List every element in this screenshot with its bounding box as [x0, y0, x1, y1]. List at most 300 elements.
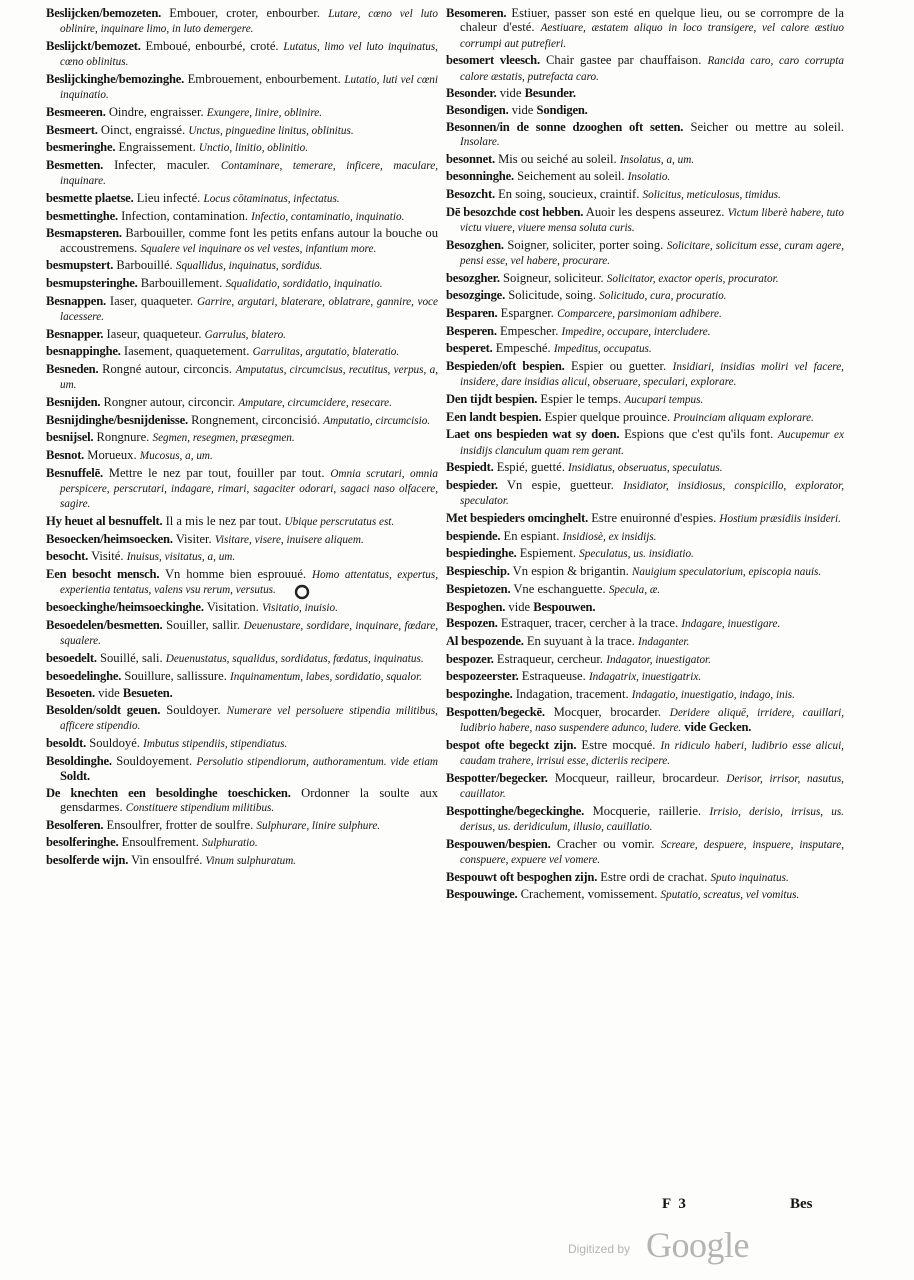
- entry-french: Mettre le nez par tout, fouiller par tout.: [108, 465, 325, 480]
- entry-latin: Irrisio, derisio, irrisus, us. derisus, us. deridiculum, illusio, cauillatio.: [460, 805, 844, 833]
- entry-latin: Visitare, visere, inuisere aliquem.: [214, 533, 364, 546]
- dictionary-entry: [446, 652, 844, 667]
- entry-latin: Deridere aliquē, irridere, cauillari, ludibrio habere, naso suspendere adunco, ludere.: [460, 706, 844, 734]
- entry-latin: Lutatio, luti vel cœni inquinatio.: [60, 73, 438, 102]
- dictionary-entry: [46, 448, 438, 463]
- entry-latin: Exungere, linire, oblinire.: [206, 106, 323, 119]
- entry-headword: bespiende.: [446, 528, 501, 543]
- entry-french: Infection, contamination.: [121, 208, 249, 223]
- entry-headword: bespieder.: [446, 478, 498, 493]
- dictionary-entry: [446, 271, 844, 286]
- entry-headword: Besomeren.: [446, 6, 507, 20]
- entry-latin: Comparcere, parsimoniam adhibere.: [557, 308, 722, 321]
- ink-blot-icon: [294, 584, 310, 600]
- entry-latin: Lutare, cœno vel luto oblinire, inquinare limo, in luto demergere.: [60, 8, 438, 36]
- entry-french: Mocquer, brocarder.: [553, 704, 662, 719]
- right-column: [446, 6, 844, 1210]
- entry-latin: Numerare vel persoluere stipendia militibus, afficere stipendio.: [60, 704, 438, 733]
- entry-latin: Ubique perscrutatus est.: [284, 516, 395, 529]
- entry-headword: besnijsel.: [46, 430, 94, 445]
- entry-headword: Besnapper.: [46, 326, 104, 341]
- entry-french: Espier ou guetter.: [571, 359, 667, 374]
- entry-headword: Bespottinghe/begeckinghe.: [446, 803, 585, 818]
- digitized-by-label: Digitized by: [568, 1242, 631, 1256]
- dictionary-entry: [446, 564, 844, 579]
- entry-headword: bespot ofte begeckt zijn.: [446, 737, 577, 752]
- dictionary-entry: [446, 460, 844, 475]
- entry-latin: Sputo inquinatus.: [710, 871, 789, 884]
- entry-french: Espier quelque prouince.: [544, 409, 671, 424]
- entry-latin: Insidiatus, obseruatus, speculatus.: [568, 462, 723, 475]
- entry-french: Empescher.: [499, 323, 559, 338]
- entry-french: Estraqueuse.: [521, 669, 586, 684]
- entry-french: Estre ordi de crachat.: [600, 869, 708, 884]
- entry-headword: besoldt.: [46, 735, 87, 750]
- dictionary-entry: [446, 529, 844, 544]
- entry-headword: Besoecken/heimsoecken.: [46, 531, 173, 546]
- entry-french: Rongnure.: [96, 430, 150, 445]
- entry-french: Il a mis le nez par tout.: [165, 514, 282, 529]
- entry-headword: Bespoghen.: [446, 599, 506, 614]
- entry-french: Vn espion & brigantin.: [512, 564, 629, 579]
- entry-headword: Besonder.: [446, 86, 497, 101]
- entry-french: Oindre, engraisser.: [108, 104, 204, 119]
- entry-headword: Bespieschip.: [446, 564, 510, 579]
- entry-french: Infecter, maculer.: [114, 158, 210, 173]
- entry-latin: Prouinciam aliquam explorare.: [673, 411, 814, 424]
- dictionary-entry: [446, 738, 844, 769]
- entry-french: Estraquer, tracer, cercher à la trace.: [500, 616, 679, 631]
- entry-french: vide: [98, 686, 120, 701]
- entry-latin: Insolatio.: [627, 171, 671, 184]
- entry-french: Estre enuironné d'espies.: [591, 511, 717, 526]
- entry-french: Lieu infecté.: [136, 191, 201, 205]
- entry-latin: Indaganter.: [638, 635, 690, 648]
- dictionary-entry: [46, 600, 438, 615]
- dictionary-entry: [446, 837, 844, 868]
- dictionary-entry: [446, 306, 844, 321]
- dictionary-entry: [446, 546, 844, 561]
- entry-latin: Insidiari, insidias moliri vel facere, insidere, dare insidias alicui, obseruare, speculari, explorare.: [460, 361, 844, 389]
- entry-headword: Besozcht.: [446, 187, 495, 201]
- entry-cross-reference: vide Gecken.: [684, 719, 752, 734]
- entry-latin: Aucupemur ex insidijs clanculum quam rem gerant.: [460, 429, 844, 457]
- entry-french: Rongné autour, circoncis.: [102, 362, 233, 377]
- entry-headword: besocht.: [46, 549, 89, 564]
- dictionary-entry: [446, 887, 844, 902]
- entry-latin: Omnia scrutari, omnia perspicere, perscrutari, indagare, rimari, sagaciter odorari, sagaci naso olfacere, sagire.: [60, 467, 438, 511]
- entry-headword: Besondigen.: [446, 102, 509, 117]
- entry-latin: Visitatio, inuisio.: [261, 602, 338, 615]
- dictionary-entry: [46, 736, 438, 751]
- dictionary-entry: [446, 771, 844, 802]
- dictionary-entry: [446, 870, 844, 885]
- dictionary-entry: [46, 395, 438, 410]
- entry-french: Rongnement, circoncisió.: [191, 412, 321, 427]
- entry-french: Engraissement.: [118, 140, 196, 155]
- entry-french: Espions que c'est qu'ils font.: [624, 427, 774, 442]
- entry-headword: Al bespozende.: [446, 633, 524, 648]
- entry-french: Souiller, sallir.: [166, 617, 240, 632]
- entry-french: Souldoyement.: [116, 753, 193, 768]
- dictionary-entry: [46, 430, 438, 445]
- entry-latin: Aestiuare, æstatem aliquo in loco transigere, vel calore æstiuo corrumpi aut putrefieri.: [460, 22, 844, 50]
- dictionary-entry: [46, 6, 438, 37]
- entry-latin: Impeditus, occupatus.: [553, 343, 652, 356]
- entry-latin: Homo attentatus, expertus, experientia tentatus, valens vsu rerum, versutus.: [60, 569, 438, 597]
- entry-headword: besoeckinghe/heimsoeckinghe.: [46, 600, 204, 615]
- dictionary-entry: [446, 86, 844, 100]
- dictionary-entry: [446, 600, 844, 614]
- entry-french: Souillure, sallissure.: [124, 668, 227, 683]
- entry-headword: Bespouwt oft bespoghen zijn.: [446, 869, 598, 884]
- entry-french: Mocquerie, raillerie.: [592, 803, 702, 818]
- entry-latin: Insidiator, insidiosus, conspicillo, explorator, speculator.: [460, 480, 844, 508]
- entry-cross-reference: Bespouwen.: [533, 599, 596, 614]
- entry-french: Empesché.: [495, 341, 551, 356]
- entry-french: Emboué, enbourbé, croté.: [145, 38, 279, 53]
- entry-headword: bespozeerster.: [446, 669, 519, 684]
- dictionary-entry: [46, 294, 438, 325]
- entry-headword: Bespiedt.: [446, 460, 494, 475]
- entry-latin: Deuenustare, sordidare, inquinare, fœdare, squalere.: [60, 619, 438, 648]
- entry-cross-reference: Besunder.: [524, 86, 576, 101]
- entry-headword: Besoldinghe.: [46, 753, 112, 768]
- entry-headword: Beslijckinghe/bemozinghe.: [46, 71, 185, 86]
- entry-french: Crachement, vomissement.: [520, 887, 658, 902]
- entry-french: Barbouillement.: [140, 276, 223, 291]
- entry-headword: besmeringhe.: [46, 140, 116, 155]
- entry-french: Souillé, sali.: [99, 650, 163, 665]
- entry-latin: Derisor, irrisor, nasutus, cauillator.: [460, 772, 844, 800]
- entry-french: Ordonner la soulte aux gensdarmes.: [60, 785, 438, 814]
- entry-french: Soigneur, soliciteur.: [503, 270, 604, 285]
- entry-headword: Laet ons bespieden wat sy doen.: [446, 427, 620, 442]
- entry-latin: Vinum sulphuratum.: [205, 854, 297, 867]
- entry-headword: besoedelinghe.: [46, 668, 122, 683]
- entry-latin: Squalere vel inquinare os vel vestes, infantium more.: [140, 242, 377, 255]
- entry-french: Espargner.: [500, 306, 554, 321]
- entry-french: Solicitude, soing.: [508, 288, 596, 303]
- entry-headword: Besnuffelē.: [46, 465, 103, 480]
- dictionary-entry: [446, 582, 844, 597]
- entry-french: Indagation, tracement.: [515, 686, 629, 701]
- dictionary-entry: [446, 616, 844, 631]
- entry-french: Mis ou seiché au soleil.: [498, 151, 617, 166]
- dictionary-entry: [46, 226, 438, 256]
- entry-latin: Inuisus, visitatus, a, um.: [126, 551, 236, 564]
- entry-french: Vn homme bien esprouué.: [164, 567, 307, 582]
- entry-latin: Infectio, contaminatio, inquinatio.: [251, 210, 405, 223]
- entry-headword: besmupsteringhe.: [46, 276, 138, 291]
- entry-latin: Squallidus, inquinatus, sordidus.: [175, 260, 323, 273]
- entry-french: Visité.: [91, 549, 124, 564]
- entry-latin: Aucupari tempus.: [624, 394, 704, 407]
- entry-french: Visiter.: [175, 531, 212, 546]
- dictionary-entry: [46, 413, 438, 428]
- entry-latin: Squalidatio, sordidatio, inquinatio.: [225, 278, 383, 291]
- entry-latin: Mucosus, a, um.: [139, 450, 213, 463]
- dictionary-entry: [446, 187, 844, 202]
- entry-french: Cracher ou vomir.: [556, 836, 655, 851]
- dictionary-entry: [46, 618, 438, 649]
- entry-headword: besoedelt.: [46, 650, 97, 665]
- entry-headword: bespiedinghe.: [446, 546, 517, 561]
- entry-headword: Bespozen.: [446, 616, 498, 631]
- entry-french: Barbouillé.: [116, 258, 173, 273]
- dictionary-entry: [46, 466, 438, 512]
- entry-headword: Besozghen.: [446, 237, 504, 252]
- entry-french: Souldoyer.: [166, 702, 221, 717]
- entry-french: Vin ensoulfré.: [131, 852, 203, 867]
- entry-latin: Garrire, argutari, blaterare, oblatrare, gannire, voce lacessere.: [60, 295, 438, 324]
- dictionary-entry: [446, 427, 844, 458]
- dictionary-entry: [46, 651, 438, 666]
- dictionary-entry: [446, 205, 844, 236]
- entry-french: Estraqueur, cercheur.: [496, 651, 604, 666]
- entry-latin: Unctio, linitio, oblinitio.: [198, 142, 308, 155]
- entry-headword: besolferde wijn.: [46, 852, 129, 867]
- entry-latin: Insolatus, a, um.: [619, 153, 695, 166]
- dictionary-entry: [46, 669, 438, 684]
- entry-headword: besomert vleesch.: [446, 53, 540, 68]
- entry-latin: Nauigium speculatorium, episcopia nauis.: [631, 566, 822, 579]
- entry-headword: Bespouwen/bespien.: [446, 836, 551, 851]
- dictionary-entry: [446, 392, 844, 407]
- entry-latin: Amputatus, circumcisus, recutitus, verpus, a, um.: [60, 364, 438, 392]
- entry-french: Espié, guetté.: [496, 460, 565, 475]
- catchword: Bes: [790, 1196, 813, 1212]
- dictionary-entry: [46, 703, 438, 734]
- entry-latin: Insidiosè, ex insidijs.: [562, 530, 657, 543]
- entry-latin: Sputatio, screatus, vel vomitus.: [660, 889, 800, 902]
- entry-headword: besozgher.: [446, 270, 500, 285]
- dictionary-entry: [46, 514, 438, 529]
- dictionary-entry: [46, 209, 438, 224]
- entry-latin: Deuenustatus, squalidus, sordidatus, fœdatus, inquinatus.: [165, 652, 424, 665]
- dictionary-entry: [46, 853, 438, 868]
- dictionary-entry: [446, 103, 844, 117]
- entry-french: Soigner, soliciter, porter soing.: [507, 237, 664, 252]
- entry-headword: bespozer.: [446, 651, 494, 666]
- dictionary-entry: [446, 705, 844, 736]
- entry-french: Chair gastee par chauffaison.: [546, 53, 702, 68]
- dictionary-entry: [446, 6, 844, 51]
- entry-latin: Victum liberè habere, tuto victu viuere, viuere mensa soluta curis.: [460, 206, 844, 234]
- entry-french: Iasement, quaquetement.: [123, 344, 250, 359]
- dictionary-entry: [46, 158, 438, 189]
- dictionary-entry: [46, 258, 438, 273]
- dictionary-entry: [46, 754, 438, 784]
- dictionary-entry: [446, 169, 844, 184]
- dictionary-entry: [46, 276, 438, 291]
- entry-headword: Besmeeren.: [46, 104, 106, 119]
- entry-headword: Beslijcken/bemozeten.: [46, 6, 162, 20]
- dictionary-entry: [46, 105, 438, 120]
- entry-headword: Bespotten/begeckē.: [446, 704, 545, 719]
- entry-latin: Locus cōtaminatus, infectatus.: [203, 193, 340, 205]
- dictionary-entry: [46, 818, 438, 833]
- dictionary-entry: [446, 120, 844, 150]
- entry-headword: Besparen.: [446, 306, 498, 321]
- dictionary-entry: [446, 410, 844, 425]
- entry-french: Estre mocqué.: [581, 737, 656, 752]
- entry-headword: Besneden.: [46, 362, 99, 377]
- entry-latin: In ridiculo haberi, ludibrio esse alicui, caudam trahere, irrisui esse, dicteriis recipere.: [460, 739, 844, 767]
- dictionary-entry: [446, 511, 844, 526]
- entry-latin: Imbutus stipendiis, stipendiatus.: [143, 737, 288, 750]
- dictionary-entry: [446, 324, 844, 339]
- entry-headword: Besmetten.: [46, 158, 104, 173]
- entry-french: Souldoyé.: [89, 735, 140, 750]
- entry-latin: Specula, æ.: [608, 583, 661, 596]
- entry-french: Seicher ou mettre au soleil.: [690, 119, 844, 134]
- entry-headword: De knechten een besoldinghe toeschicken.: [46, 785, 291, 800]
- entry-headword: besmupstert.: [46, 258, 114, 273]
- entry-latin: Hostium præsidiis insideri.: [719, 513, 841, 526]
- entry-headword: Een besocht mensch.: [46, 567, 160, 582]
- entry-french: Espiement.: [519, 546, 577, 561]
- entry-latin: Persolutio stipendiorum, authoramentum. vide etiam: [196, 755, 438, 768]
- entry-latin: Lutatus, limo vel luto inquinatus, cœno oblinitus.: [60, 40, 438, 69]
- entry-headword: besmette plaetse.: [46, 191, 134, 205]
- dictionary-entry: [446, 687, 844, 702]
- dictionary-entry: [46, 327, 438, 342]
- entry-headword: Met bespieders omcinghelt.: [446, 511, 589, 526]
- dictionary-entry: [46, 835, 438, 850]
- entry-french: Visitation.: [206, 600, 259, 615]
- entry-french: Morueux.: [87, 448, 137, 463]
- entry-french: Vne eschanguette.: [513, 581, 606, 596]
- entry-latin: Impedire, occupare, intercludere.: [561, 325, 711, 338]
- dictionary-entry: [446, 341, 844, 356]
- entry-headword: Bespietozen.: [446, 581, 511, 596]
- google-watermark: [568, 1225, 768, 1268]
- entry-headword: Bespotter/begecker.: [446, 770, 548, 785]
- entry-french: Oinct, engraissé.: [100, 122, 186, 137]
- entry-headword: Besoedelen/besmetten.: [46, 617, 163, 632]
- entry-headword: besolferinghe.: [46, 835, 119, 850]
- entry-latin: Insolare.: [460, 135, 500, 148]
- entry-headword: Hy heuet al besnuffelt.: [46, 514, 163, 529]
- entry-french: Estiuer, passer son esté en quelque lieu, ou se corrompre de la chaleur d'esté.: [460, 6, 844, 35]
- entry-french: Espier le temps.: [540, 392, 622, 407]
- entry-french: Seichement au soleil.: [517, 169, 625, 184]
- entry-cross-reference: Sondigen.: [536, 102, 588, 117]
- dictionary-entry: [446, 634, 844, 649]
- entry-french: Mocqueur, railleur, brocardeur.: [554, 770, 720, 785]
- dictionary-entry: [446, 804, 844, 835]
- entry-french: Ensoulfrement.: [121, 835, 199, 850]
- entry-headword: Bespouwinge.: [446, 887, 518, 902]
- entry-cross-reference: Besueten.: [122, 686, 173, 701]
- entry-latin: Contaminare, temerare, inficere, maculare, inquinare.: [60, 160, 438, 188]
- dictionary-entry: [46, 686, 438, 700]
- entry-latin: Indagare, inuestigare.: [681, 618, 781, 631]
- dictionary-entry: [46, 123, 438, 138]
- dictionary-entry: [46, 39, 438, 70]
- google-logo: Google: [646, 1225, 749, 1265]
- entry-latin: Amputare, circumcidere, resecare.: [238, 397, 392, 410]
- entry-french: En suyuant à la trace.: [526, 633, 635, 648]
- dictionary-entry: [446, 152, 844, 167]
- entry-headword: bespozinghe.: [446, 686, 513, 701]
- entry-french: Iaseur, quaqueteur.: [106, 326, 202, 341]
- entry-latin: Solicitus, meticulosus, timidus.: [642, 189, 781, 201]
- entry-headword: Besmapsteren.: [46, 226, 122, 241]
- dictionary-entry: [46, 786, 438, 816]
- dictionary-entry: [446, 288, 844, 303]
- left-column: [46, 6, 438, 1210]
- dictionary-entry: [46, 344, 438, 359]
- entry-french: vide: [511, 102, 534, 117]
- entry-latin: Constituere stipendium militibus.: [125, 801, 275, 814]
- signature-mark: F 3: [662, 1196, 688, 1212]
- entry-headword: Besnijden.: [46, 395, 101, 410]
- entry-headword: Een landt bespien.: [446, 409, 542, 424]
- entry-latin: Rancida caro, caro corrupta calore æstatis, putrefacta caro.: [460, 55, 844, 83]
- entry-latin: Inquinamentum, labes, sordidatio, squalor.: [230, 670, 422, 683]
- entry-headword: besonninghe.: [446, 169, 514, 184]
- dictionary-entry: [46, 362, 438, 393]
- entry-french: Embouer, croter, enbourber.: [169, 6, 320, 20]
- entry-headword: Den tijdt bespien.: [446, 392, 538, 407]
- entry-latin: Speculatus, us. insidiatio.: [579, 548, 694, 561]
- entry-french: En soing, soucieux, craintif.: [498, 187, 640, 201]
- entry-latin: Indagatio, inuestigatio, indago, inis.: [631, 688, 795, 701]
- entry-headword: besmettinghe.: [46, 208, 118, 223]
- entry-headword: Besperen.: [446, 323, 497, 338]
- entry-french: Embrouement, enbourbement.: [187, 71, 341, 86]
- entry-headword: Bespieden/oft bespien.: [446, 359, 565, 374]
- entry-headword: Besoeten.: [46, 686, 95, 701]
- dictionary-entry: [46, 532, 438, 547]
- entry-headword: besonnet.: [446, 151, 495, 166]
- entry-latin: Sulphurare, linire sulphure.: [256, 819, 381, 832]
- entry-latin: Solicitator, exactor operis, procurator.: [606, 272, 779, 285]
- dictionary-entry: [446, 478, 844, 509]
- entry-french: Auoir les despens asseurez.: [585, 204, 725, 219]
- dictionary-entry: [46, 549, 438, 564]
- dictionary-entry: [446, 53, 844, 84]
- entry-latin: Amputatio, circumcisio.: [323, 414, 431, 427]
- entry-headword: besnappinghe.: [46, 344, 121, 359]
- entry-headword: Besonnen/in de sonne dzooghen oft setten.: [446, 119, 684, 134]
- entry-latin: Sulphuratio.: [202, 837, 258, 850]
- entry-latin: Garrulitas, argutatio, blateratio.: [252, 346, 400, 359]
- entry-french: Rongner autour, circoncir.: [103, 395, 236, 410]
- entry-headword: Besmeert.: [46, 122, 98, 137]
- entry-headword: Beslijckt/bemozet.: [46, 38, 141, 53]
- entry-headword: Besnot.: [46, 448, 85, 463]
- entry-french: vide: [499, 86, 522, 101]
- entry-headword: Dē besozchde cost hebben.: [446, 204, 584, 219]
- dictionary-entry: [46, 567, 438, 598]
- entry-headword: Besolferen.: [46, 817, 104, 832]
- entry-latin: Indagator, inuestigator.: [606, 653, 711, 666]
- entry-headword: besozginge.: [446, 288, 506, 303]
- entry-french: Barbouiller, comme font les petits enfans autour la bouche ou accoustremens.: [60, 226, 438, 255]
- dictionary-entry: [46, 140, 438, 155]
- entry-latin: Solicitudo, cura, procuratio.: [599, 290, 727, 303]
- entry-headword: Besnappen.: [46, 293, 106, 308]
- entry-latin: Unctus, pinguedine linitus, oblinitus.: [188, 124, 354, 137]
- dictionary-entry: [46, 191, 438, 206]
- dictionary-entry: [446, 669, 844, 684]
- dictionary-entry: [46, 72, 438, 103]
- dictionary-entry: [446, 238, 844, 269]
- entry-french: Iaser, quaqueter.: [109, 293, 194, 308]
